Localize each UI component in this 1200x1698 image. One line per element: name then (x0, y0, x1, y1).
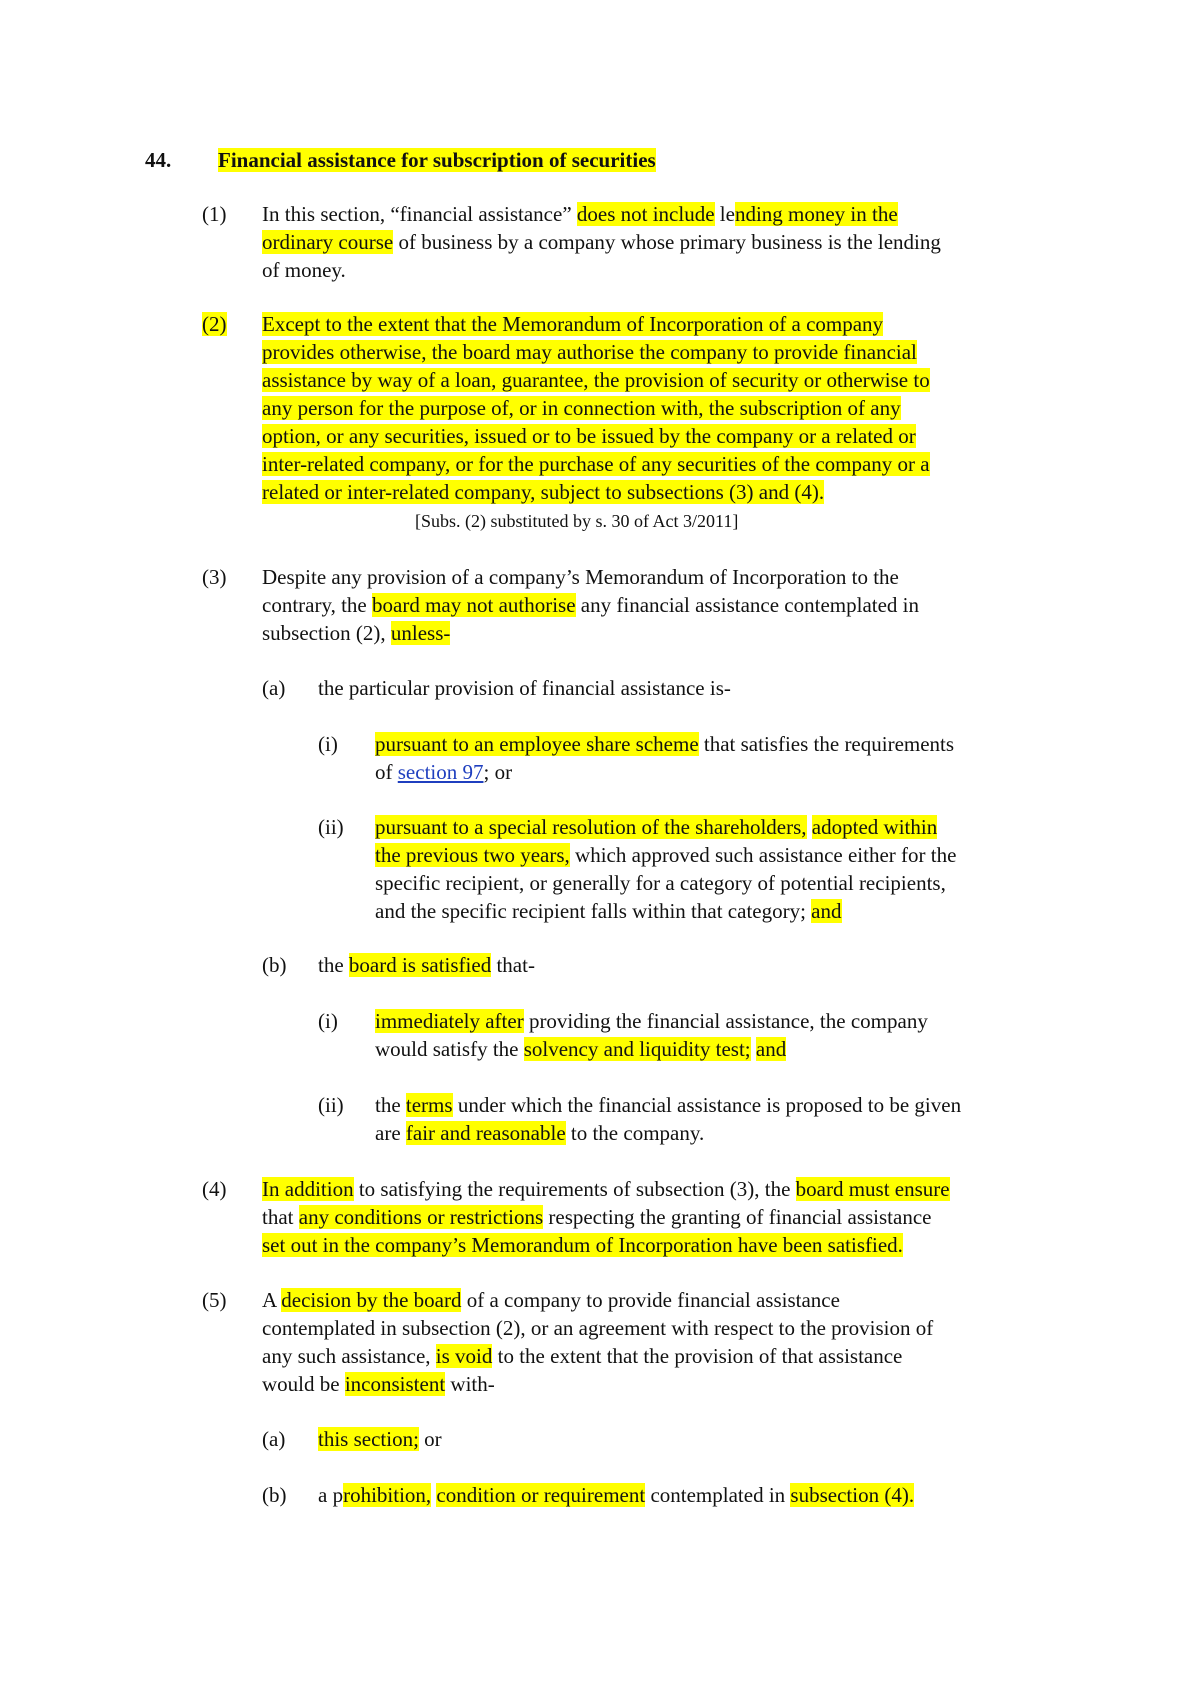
highlight: adopted within (811, 815, 938, 839)
item-3ai-text (375, 730, 954, 786)
text-run: ; or (483, 760, 513, 784)
item-3bi-number: (i) (318, 1009, 338, 1033)
highlight: subsection (4). (790, 1483, 915, 1507)
highlight: terms (405, 1093, 453, 1117)
highlight: this section; (318, 1427, 419, 1451)
text-run: to the company. (565, 1121, 705, 1145)
highlight: is void (435, 1344, 493, 1368)
subsection-2-number (202, 310, 227, 338)
text-line: Despite any provision of a company’s Memorandum of Incorporation to the (262, 565, 899, 589)
item-3aii-text (375, 813, 956, 925)
highlight: pursuant to a special resolution of the shareholders, (375, 815, 807, 839)
paragraph-3a-text: the particular provision of financial assistance is- (318, 676, 731, 700)
text-run: are (375, 1121, 406, 1145)
item-3ai-number: (i) (318, 732, 338, 756)
item-3bii-number: (ii) (318, 1093, 344, 1117)
text-run: any such assistance, (262, 1344, 436, 1368)
subsection-1-number: (1) (202, 202, 227, 226)
text-run: a p (318, 1483, 344, 1507)
highlight: does not include (576, 202, 715, 226)
text-run: of (375, 760, 398, 784)
text-run: that (262, 1205, 299, 1229)
highlight: the previous two years, (375, 843, 570, 867)
text-run: which approved such assistance either for the (569, 843, 957, 867)
text-run: or (418, 1427, 442, 1451)
text-run: that satisfies the requirements (698, 732, 955, 756)
text-run: would satisfy the (375, 1037, 524, 1061)
text-run: contrary, the (262, 593, 373, 617)
highlight-line: related or inter-related company, subject to subsections (3) and (4). (262, 480, 825, 504)
highlight: and (755, 1037, 787, 1061)
paragraph-3b-number: (b) (262, 953, 287, 977)
paragraph-5b-text (318, 1481, 914, 1509)
subsection-2-text (262, 310, 930, 506)
text-run: with- (445, 1372, 495, 1396)
highlight: In addition (262, 1177, 354, 1201)
item-3bi-text (375, 1007, 928, 1063)
text-run: respecting the granting of financial assistance (543, 1205, 932, 1229)
highlight: solvency and liquidity test; (523, 1037, 751, 1061)
text-run: A (262, 1288, 282, 1312)
highlight: pursuant to an employee share scheme (375, 732, 699, 756)
highlight: board may not authorise (372, 593, 576, 617)
text-run: the (318, 953, 349, 977)
section-title-text: Financial assistance for subscription of securities (218, 148, 656, 172)
text-run: of business by a company whose primary business is the lending (393, 230, 941, 254)
highlight: any conditions or restrictions (298, 1205, 544, 1229)
text-run: In this section, “financial assistance” (262, 202, 577, 226)
text-run: would be (262, 1372, 345, 1396)
text-line: of money. (262, 258, 346, 282)
text-line: specific recipient, or generally for a category of potential recipients, (375, 871, 946, 895)
text-run: le (714, 202, 735, 226)
text-run: contemplated in (645, 1483, 791, 1507)
text-run: subsection (2), (262, 621, 391, 645)
section-97-link[interactable]: section 97 (397, 760, 484, 784)
highlight: board is satisfied (348, 953, 492, 977)
highlight-line: any person for the purpose of, or in connection with, the subscription of any (262, 396, 901, 420)
text-run: under which the financial assistance is proposed to be given (452, 1093, 962, 1117)
text-run: and the specific recipient falls within that category; (375, 899, 812, 923)
text-line: contemplated in subsection (2), or an agreement with respect to the provision of (262, 1316, 934, 1340)
item-3bii-text (375, 1091, 961, 1147)
highlight: fair and reasonable (405, 1121, 566, 1145)
text-run: to satisfying the requirements of subsection (3), the (353, 1177, 796, 1201)
paragraph-5a-text (318, 1425, 442, 1453)
highlight: set out in the company’s Memorandum of Incorporation have been satisfied. (262, 1233, 903, 1257)
text-run: any financial assistance contemplated in (575, 593, 920, 617)
paragraph-5b-number: (b) (262, 1483, 287, 1507)
paragraph-5a-number: (a) (262, 1427, 286, 1451)
paragraph-3b-text (318, 951, 535, 979)
highlight-line: assistance by way of a loan, guarantee, the provision of security or otherwise to (262, 368, 930, 392)
highlight-line: inter-related company, or for the purchase of any securities of the company or a (262, 452, 930, 476)
amendment-note: [Subs. (2) substituted by s. 30 of Act 3/2011] (415, 511, 739, 531)
text-run: to the extent that the provision of that assistance (492, 1344, 903, 1368)
text-run: that- (491, 953, 535, 977)
subsection-5-number: (5) (202, 1288, 227, 1312)
paragraph-3a-number: (a) (262, 676, 286, 700)
highlight: rohibition, (343, 1483, 432, 1507)
highlight-line: provides otherwise, the board may authorise the company to provide financial (262, 340, 917, 364)
text-run: the (375, 1093, 406, 1117)
highlight-line: Except to the extent that the Memorandum of Incorporation of a company (262, 312, 884, 336)
subsection-1-text (262, 200, 941, 284)
highlight: board must ensure (795, 1177, 950, 1201)
section-title (218, 146, 656, 174)
text-run: of a company to provide financial assistance (461, 1288, 840, 1312)
text-run: providing the financial assistance, the company (523, 1009, 928, 1033)
highlight: (2) (202, 312, 227, 336)
highlight: nding money in the (734, 202, 898, 226)
section-number: 44. (145, 148, 172, 172)
highlight: unless- (390, 621, 451, 645)
highlight: inconsistent (344, 1372, 446, 1396)
subsection-5-text (262, 1286, 933, 1398)
highlight: and (811, 899, 842, 923)
subsection-4-number: (4) (202, 1177, 227, 1201)
highlight: decision by the board (281, 1288, 462, 1312)
highlight: condition or requirement (436, 1483, 646, 1507)
highlight-line: option, or any securities, issued or to be issued by the company or a related or (262, 424, 916, 448)
item-3aii-number: (ii) (318, 815, 344, 839)
subsection-4-text (262, 1175, 950, 1259)
highlight: ordinary course (262, 230, 394, 254)
highlight: immediately after (375, 1009, 524, 1033)
subsection-3-text (262, 563, 919, 647)
subsection-3-number: (3) (202, 565, 227, 589)
